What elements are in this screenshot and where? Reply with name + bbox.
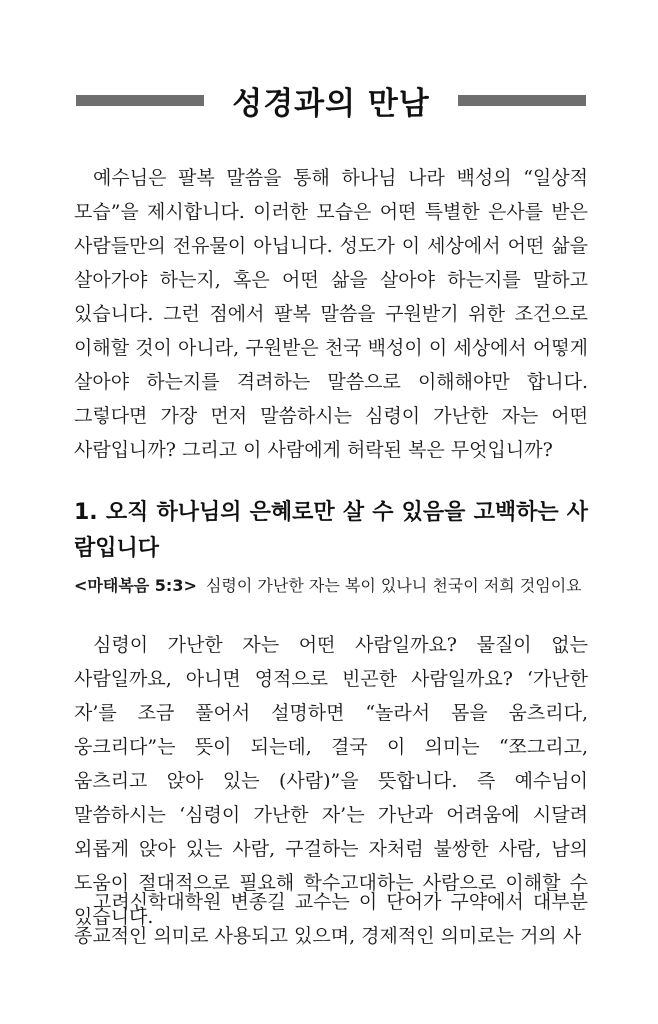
chapter-title: 성경과의 만남 bbox=[232, 85, 430, 122]
intro-paragraph: 예수님은 팔복 말씀을 통해 하나님 나라 백성의 “일상적 모습”을 제시합니다. 이러한 모습은 어떤 특별한 은사를 받은 사람들만의 전유물이 아닙니다. 성도가 이 세상에서 어떤 삶을 살아가야 하는지, 혹은 어떤 삶을 살아야 하는지를 말하고 있습니다. 그런 점에서 팔복 말씀을 구원받기 위한 조건으로 이해할 것이 아니라, 구원받은 천국 백성이 이 세상에서 어떻게 살아야 하는지를 격려하는 말씀으로 이해해야만 합니다. 그렇다면 가장 먼저 말씀하시는 심령이 가난한 자는 어떤 사람입니까? 그리고 이 사람에게 허락된 복은 무엇입니까? bbox=[74, 167, 588, 461]
verse-text: 심령이 가난한 자는 복이 있나니 천국이 저희 것임이요 bbox=[205, 576, 582, 595]
section-heading: 1. 오직 하나님의 은혜로만 살 수 있음을 고백하는 사람입니다 bbox=[74, 500, 588, 561]
verse-reference: <마태복음 5:3> bbox=[74, 576, 197, 595]
chapter-title-row bbox=[76, 78, 586, 122]
title-rule-left bbox=[76, 95, 204, 106]
body-paragraph-1: 심령이 가난한 자는 어떤 사람일까요? 물질이 없는 사람일까요, 아니면 영적으로 빈곤한 사람일까요? ‘가난한 자’를 조금 풀어서 설명하면 “놀라서 몸을 움츠리다, 웅크리다”는 뜻이 되는데, 결국 이 의미는 “쪼그리고, 움츠리고 앉아 있는 (사람)”을 뜻합니다. 즉 예수님이 말씀하시는 ‘심령이 가난한 자’는 가난과 어려움에 시달려 외롭게 앉아 있는 사람, 구걸하는 자처럼 불쌍한 사람, 남의 도움이 절대적으로 필요해 학수고대하는 사람으로 이해할 수 있습니다. bbox=[74, 634, 588, 928]
body-paragraph-2: 고려신학대학원 변종길 교수는 이 단어가 구약에서 대부분 종교적인 의미로 사용되고 있으며, 경제적인 의미로는 거의 사 bbox=[74, 891, 588, 947]
scripture-verse bbox=[74, 574, 594, 598]
title-rule-right bbox=[458, 95, 586, 106]
